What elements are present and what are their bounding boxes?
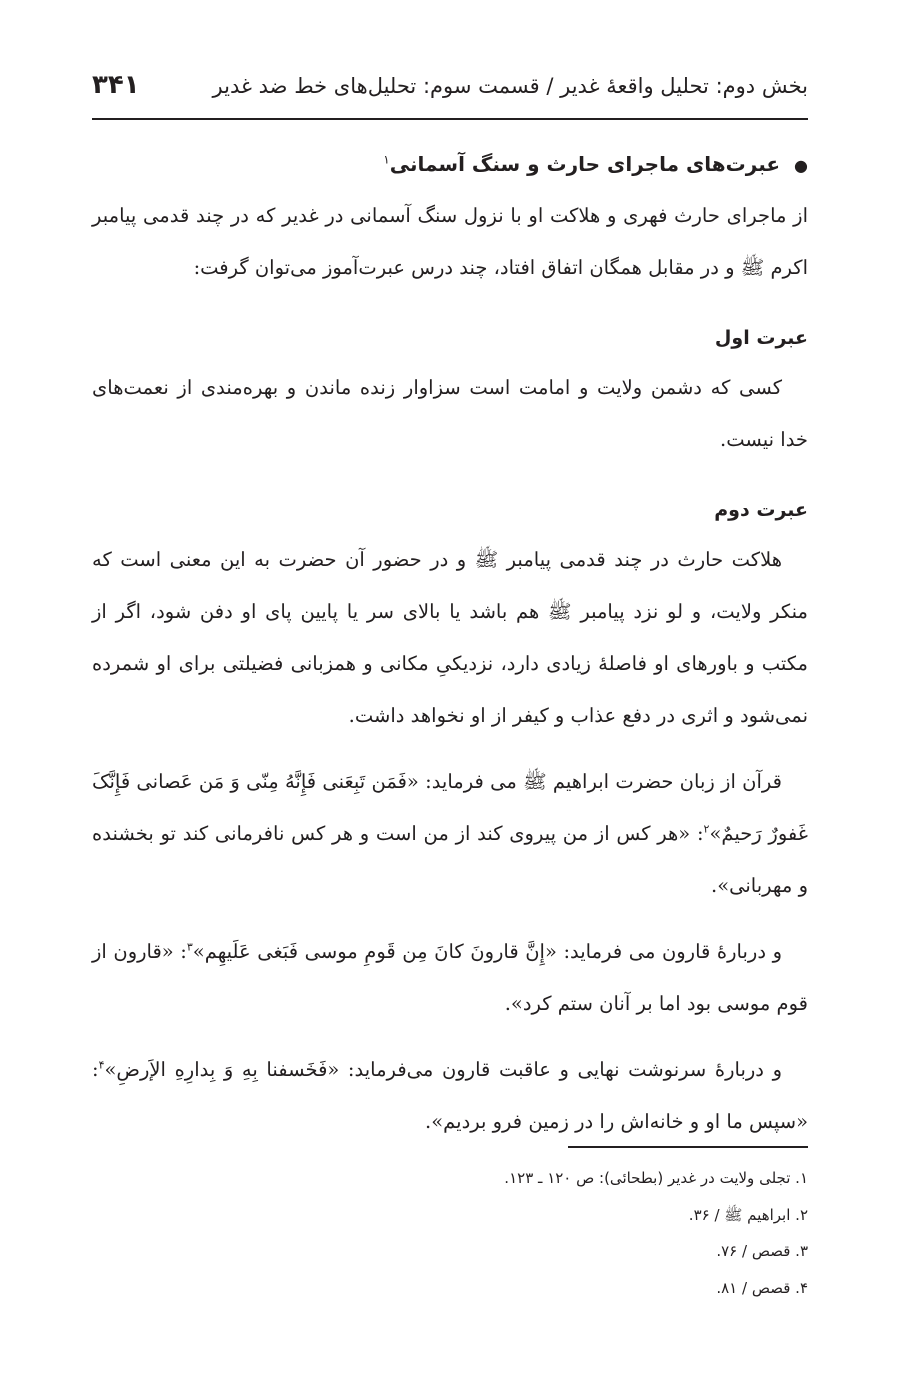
footnote-ref-2: ۲ [703,822,710,836]
running-title: بخش دوم: تحلیل واقعهٔ غدیر / قسمت سوم: تحلیل‌های خط ضد غدیر [212,74,808,98]
lesson-2-title: عبرت دوم [714,499,808,521]
intro-paragraph: از ماجرای حارث فهری و هلاکت او با نزول سنگ آسمانی در غدیر که در چند قدمی پیامبر اکرم ﷺ و در مقابل همگان اتفاق افتاد، چند درس عبرت‌آموز می‌توان گرفت: [92,204,808,279]
footnote-ref-3: ۳ [186,940,193,954]
main-text [92,128,808,1148]
quran-quote-1 [92,756,808,912]
page-number: ۳۴۱ [92,70,140,100]
quran-quote-3-translation: : «سپس ما او و خانه‌اش را در زمین فرو بردیم». [92,1058,808,1133]
footnote-divider [568,1146,808,1148]
footnote-ref-4: ۴ [98,1058,105,1072]
quran-quote-3-text: و دربارهٔ سرنوشت نهایی و عاقبت قارون می‌فرماید: «فَخَسفنا بِهِ وَ بِدارِهِ الإَرضِ» [104,1058,782,1081]
footnote-1: ۱. تجلی ولایت در غدیر (بطحائی): ص ۱۲۰ ـ ۱۲۳. [504,1169,808,1187]
lesson-1-title: عبرت اول [714,327,808,349]
page-header [92,62,808,120]
lesson-2-text: هلاکت حارث در چند قدمی پیامبر ﷺ و در حضور آن حضرت به این معنی است که منکر ولایت، و لو نزد پیامبر ﷺ هم باشد یا بالای سر یا پایین پای او دفن شود، اگر از مکتب و باورهای او فاصلهٔ زیادی دارد، نزدیکیِ مکانی و همزبانی فضیلتی برای او شمرده نمی‌شود و اثری در دفع عذاب و کیفر از او نخواهد داشت. [92,548,808,727]
footnote-4: ۴. قصص / ۸۱. [716,1278,808,1297]
quran-quote-2 [92,926,808,1030]
footnote-2: ۲. ابراهیم ﷺ / ۳۶. [688,1205,808,1224]
section-heading [92,140,808,190]
quran-quote-2-translation: : «قارون از قوم موسی بود اما بر آنان ستم کرد». [92,940,808,1015]
bullet-icon: ● [794,156,808,175]
quran-quote-1-text: قرآن از زبان حضرت ابراهیم ﷺ می فرماید: «فَمَن تَبِعَنی فَإِنَّهُ مِنّی وَ مَن عَصانی فَإِنَّکَ غَفورٌ رَحیمٌ» [92,770,808,845]
lesson-1-text: کسی که دشمن ولایت و امامت است سزاوار زنده ماندن و بهره‌مندی از نعمت‌های خدا نیست. [92,376,808,451]
quran-quote-1-translation: : «هر کس از من پیروی کند از من است و هر کس نافرمانی کند تو بخشنده و مهربانی». [92,822,808,897]
quran-quote-2-text: و دربارهٔ قارون می فرماید: «إِنَّ قارونَ کانَ مِن قَومِ موسی فَبَغی عَلَیهِم» [192,940,782,963]
section-heading-text: عبرت‌های ماجرای حارث و سنگ آسمانی [389,152,781,176]
footnotes [92,1160,808,1306]
footnote-ref-1: ۱ [383,152,390,167]
quran-quote-3 [92,1044,808,1148]
footnote-3: ۳. قصص / ۷۶. [716,1242,808,1260]
